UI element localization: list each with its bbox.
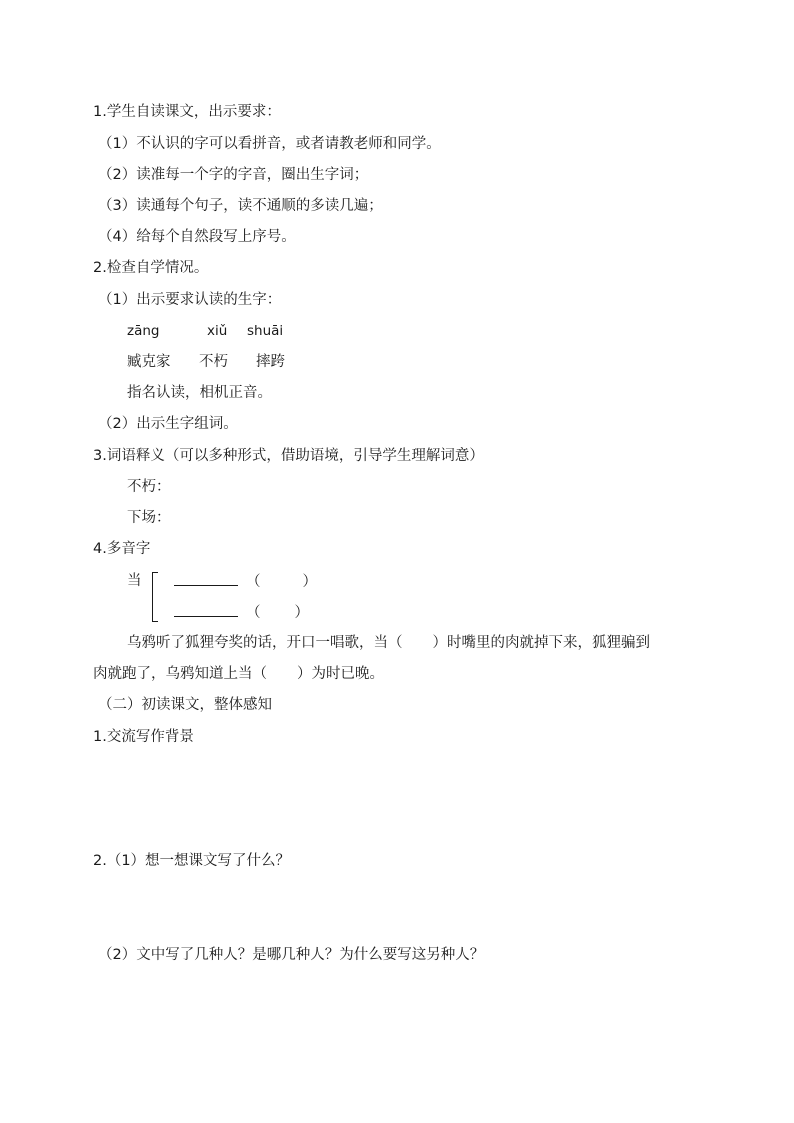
s1-title: 1.学生自读课文，出示要求： [93, 104, 281, 120]
s2-title: 2.检查自学情况。 [93, 260, 209, 276]
polyphone-char: 当 [127, 573, 142, 589]
part2-item-2: 2.（1）想一想课文写了什么？ [93, 853, 291, 869]
s3-title: 3.词语释义（可以多种形式，借助语境，引导学生理解词意） [93, 448, 484, 464]
pinyin-zang: zāng [127, 323, 160, 339]
s1-item-2: （2）读准每一个字的字音，圈出生字词； [98, 167, 369, 183]
s3-term-xiachang: 下场： [127, 510, 171, 526]
sentence-line-2 [93, 664, 384, 684]
s4-title: 4.多音字 [93, 541, 151, 557]
polyphone-row-2 [174, 602, 309, 623]
paren-open-1: （ [246, 574, 261, 590]
sentence-d: ）为时已晚。 [297, 666, 384, 682]
paren-open-2: （ [246, 605, 261, 621]
polyphone-brace [152, 572, 161, 622]
pinyin-xiu: xiǔ [207, 323, 228, 339]
blank-1[interactable] [174, 571, 238, 586]
part2-item-1: 1.交流写作背景 [93, 729, 194, 745]
s3-term-buxiu: 不朽： [127, 479, 171, 495]
word-buxiu: 不朽 [199, 354, 228, 370]
word-shuaikua: 摔跨 [256, 354, 285, 370]
s2-item-2: （2）出示生字组词。 [98, 416, 238, 432]
s1-item-4: （4）给每个自然段写上序号。 [98, 229, 296, 245]
s2-item-1: （1）出示要求认读的生字： [98, 292, 282, 308]
pinyin-shuai: shuāi [247, 323, 284, 339]
s2-note: 指名认读，相机正音。 [127, 385, 272, 401]
paren-close-1: ） [302, 574, 317, 590]
paren-close-2: ） [294, 605, 309, 621]
sentence-line-1 [127, 633, 650, 653]
part2-item-3: （2）文中写了几种人？是哪几种人？为什么要写这另种人？ [98, 947, 485, 963]
s1-item-3: （3）读通每个句子，读不通顺的多读几遍； [98, 198, 383, 214]
polyphone-row-1 [174, 571, 317, 592]
blank-2[interactable] [174, 602, 238, 617]
sentence-c: 肉就跑了，乌鸦知道上当（ [93, 666, 267, 682]
word-zangkejia: 臧克家 [127, 354, 171, 370]
s1-item-1: （1）不认识的字可以看拼音，或者请教老师和同学。 [98, 136, 441, 152]
sentence-b: ）时嘴里的肉就掉下来，狐狸骗到 [432, 635, 650, 651]
part2-title: （二）初读课文，整体感知 [98, 697, 272, 713]
sentence-a: 乌鸦听了狐狸夸奖的话，开口一唱歌，当（ [127, 635, 403, 651]
